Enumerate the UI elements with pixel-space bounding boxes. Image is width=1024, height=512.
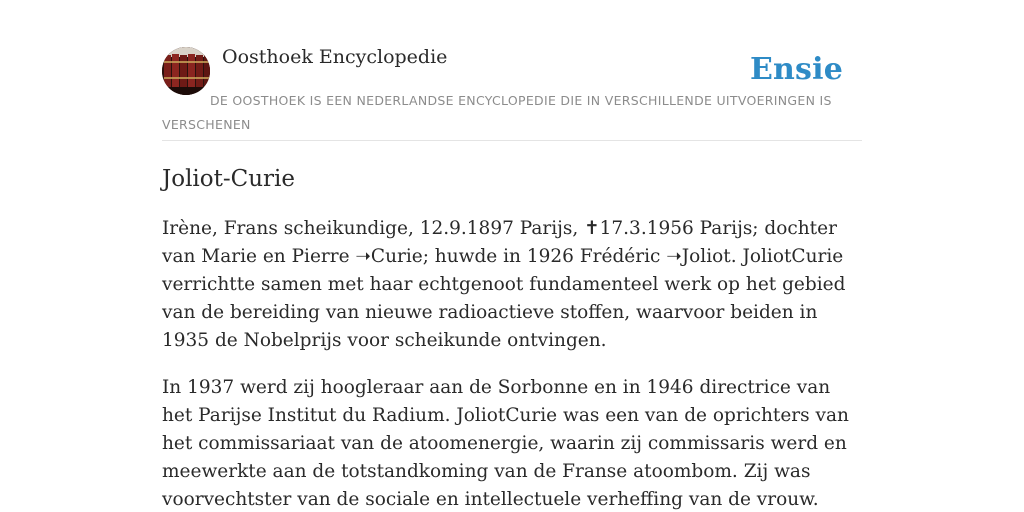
site-tagline: DE OOSTHOEK IS EEN NEDERLANDSE ENCYCLOPEDIE DIE IN VERSCHILLENDE UITVOERINGEN IS VERSCHENEN xyxy=(162,93,832,132)
site-header xyxy=(162,46,862,141)
site-title-link[interactable]: Oosthoek Encyclopedie xyxy=(222,46,448,68)
encyclopedia-books-avatar[interactable] xyxy=(162,47,210,95)
ensie-logo-link[interactable]: Ensie xyxy=(749,52,843,87)
article-paragraph-1: Irène, Frans scheikundige, 12.9.1897 Parijs, ✝17.3.1956 Parijs; dochter van Marie en Pierre ➝Curie; huwde in 1926 Frédéric ➝Joliot. JoliotCurie verrichtte samen met haar echtgenoot fundamenteel werk op het gebied van de bereiding van nieuwe radioactieve stoffen, waarvoor beiden in 1935 de Nobelprijs voor scheikunde ontvingen. xyxy=(162,218,846,351)
article-title: Joliot-Curie xyxy=(162,166,296,192)
article xyxy=(162,160,862,512)
article-paragraph-2: In 1937 werd zij hoogleraar aan de Sorbonne en in 1946 directrice van het Parijse Institut du Radium. JoliotCurie was een van de oprichters van het commissariaat van de atoomenergie, waarin zij commissaris werd en meewerkte aan de totstandkoming van de Franse atoombom. Zij was voorvechtster van de sociale en intellectuele verheffing van de vrouw. xyxy=(162,377,849,510)
